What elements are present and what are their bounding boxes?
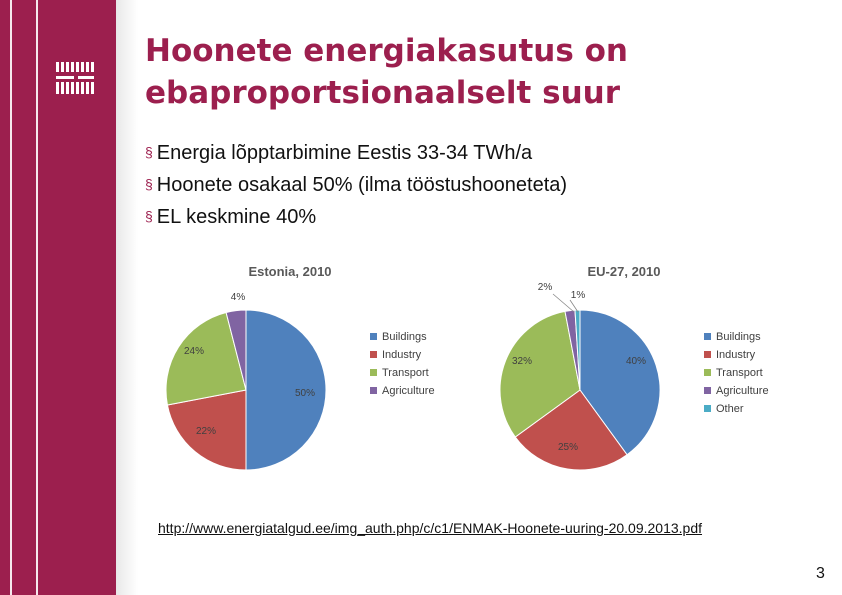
bullet-text: EL keskmine 40% bbox=[156, 206, 317, 228]
bullet-item bbox=[145, 202, 567, 234]
slide-title-line: ebaproportsionaalselt suur bbox=[145, 75, 621, 111]
legend-label: Transport bbox=[716, 367, 763, 379]
pie-charts-figure bbox=[150, 250, 800, 490]
legend-label: Agriculture bbox=[382, 385, 435, 397]
sidebar-stripe bbox=[10, 0, 12, 595]
chart-title: EU-27, 2010 bbox=[587, 264, 661, 279]
data-label: 4% bbox=[230, 292, 246, 303]
legend-label: Buildings bbox=[716, 331, 761, 343]
legend-swatch bbox=[370, 387, 377, 394]
page-number: 3 bbox=[816, 565, 825, 582]
bullet-item bbox=[145, 170, 567, 202]
legend-swatch bbox=[370, 351, 377, 358]
data-label: 24% bbox=[183, 346, 205, 357]
bullet-marker: § bbox=[145, 176, 153, 192]
data-label: 2% bbox=[537, 282, 553, 293]
legend-label: Other bbox=[716, 403, 744, 415]
data-label: 22% bbox=[195, 426, 217, 437]
bullet-item bbox=[145, 138, 567, 170]
legend-swatch bbox=[704, 387, 711, 394]
university-logo-icon bbox=[56, 60, 98, 96]
source-link[interactable]: http://www.energiatalgud.ee/img_auth.php/c/c1/ENMAK-Hoonete-uuring-20.09.2013.pdf bbox=[158, 520, 703, 536]
bullet-text: Energia lõpptarbimine Eestis 33-34 TWh/a bbox=[156, 142, 533, 164]
data-label: 1% bbox=[570, 290, 586, 301]
slide-title-line: Hoonete energiakasutus on bbox=[145, 33, 628, 69]
pie-charts-svg bbox=[150, 250, 800, 490]
bullet-list bbox=[145, 138, 567, 234]
legend-swatch bbox=[370, 369, 377, 376]
slide-title bbox=[145, 30, 805, 114]
legend-swatch bbox=[704, 351, 711, 358]
data-label: 40% bbox=[625, 356, 647, 367]
sidebar-stripe bbox=[36, 0, 38, 595]
data-label: 50% bbox=[294, 388, 316, 399]
legend-swatch bbox=[704, 405, 711, 412]
legend-swatch bbox=[370, 333, 377, 340]
legend-swatch bbox=[704, 369, 711, 376]
data-label: 32% bbox=[511, 356, 533, 367]
legend-label: Industry bbox=[382, 349, 422, 361]
legend-label: Buildings bbox=[382, 331, 427, 343]
data-label: 25% bbox=[557, 442, 579, 453]
bullet-marker: § bbox=[145, 208, 153, 224]
legend-label: Transport bbox=[382, 367, 429, 379]
legend-label: Agriculture bbox=[716, 385, 769, 397]
chart-title: Estonia, 2010 bbox=[248, 264, 332, 279]
bullet-marker: § bbox=[145, 144, 153, 160]
sidebar-shadow bbox=[116, 0, 138, 595]
legend-label: Industry bbox=[716, 349, 756, 361]
legend-swatch bbox=[704, 333, 711, 340]
bullet-text: Hoonete osakaal 50% (ilma tööstushooneteta) bbox=[156, 174, 568, 196]
